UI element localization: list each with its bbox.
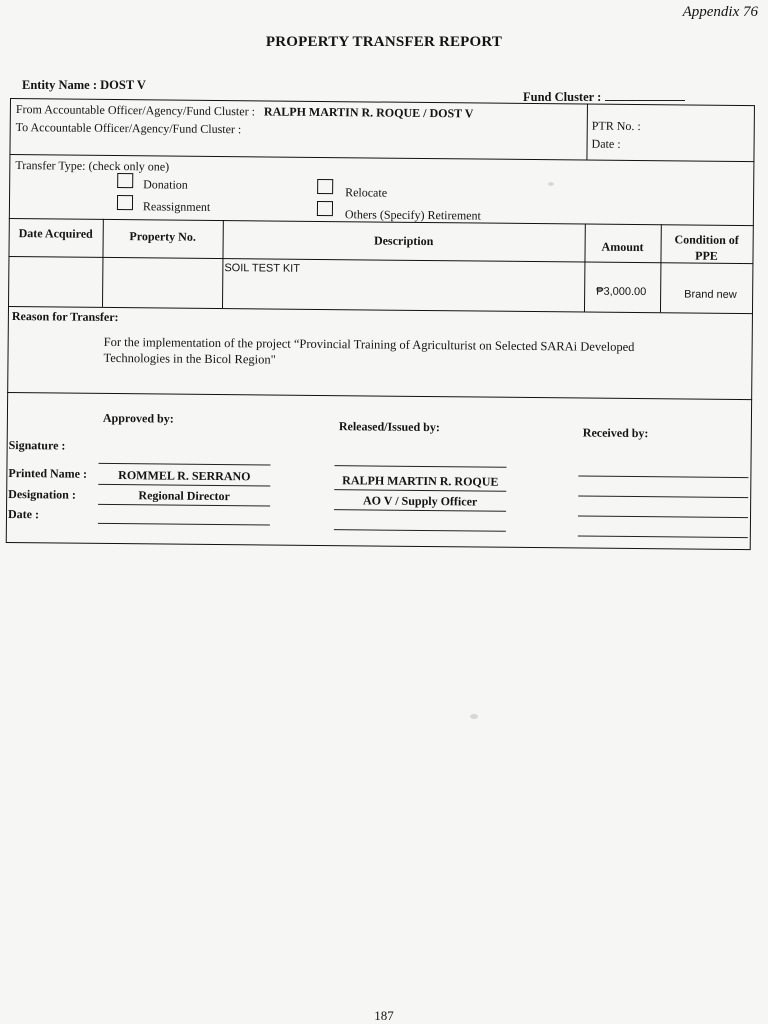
released-printed-name: RALPH MARTIN R. ROQUE (342, 473, 499, 489)
cell-description: SOIL TEST KIT (224, 262, 301, 275)
donation-label: Donation (143, 177, 188, 192)
approved-by-label: Approved by: (102, 410, 174, 426)
fund-cluster-label: Fund Cluster : (523, 90, 602, 104)
released-designation: AO V / Supply Officer (362, 493, 478, 509)
scan-speck (470, 714, 478, 719)
cell-amount: ₱3,000.00 (596, 285, 647, 299)
reassignment-checkbox[interactable] (117, 195, 133, 210)
scan-speck (548, 182, 554, 186)
to-label: To Accountable Officer/Agency/Fund Cluster : (15, 120, 242, 137)
approved-designation: Regional Director (138, 488, 230, 504)
transfer-type-label: Transfer Type: (check only one) (15, 158, 170, 174)
received-by-label: Received by: (582, 425, 649, 441)
released-by-label: Released/Issued by: (338, 419, 440, 435)
others-checkbox[interactable] (317, 201, 333, 216)
approved-printed-name: ROMMEL R. SERRANO (118, 468, 251, 484)
donation-checkbox[interactable] (117, 173, 133, 188)
ptr-form (6, 98, 756, 551)
relocate-checkbox[interactable] (317, 179, 333, 194)
relocate-label: Relocate (345, 185, 388, 200)
printed-name-label: Printed Name : (8, 466, 88, 481)
reason-label: Reason for Transfer: (11, 309, 119, 325)
fund-cluster-blank (605, 90, 685, 101)
entity-name: Entity Name : DOST V (22, 78, 146, 92)
designation-label: Designation : (8, 487, 76, 502)
page-number: 187 (374, 1008, 394, 1023)
from-label: From Accountable Officer/Agency/Fund Cluster : (15, 102, 256, 119)
page-title: PROPERTY TRANSFER REPORT (265, 34, 503, 50)
from-value: RALPH MARTIN R. ROQUE / DOST V (263, 104, 474, 121)
cell-condition: Brand new (684, 288, 737, 301)
ptr-date-label: Date : (591, 136, 621, 151)
header-date-acquired: Date Acquired (18, 226, 93, 241)
header-property-no: Property No. (129, 229, 196, 244)
reassignment-label: Reassignment (142, 199, 211, 214)
reason-text-line1: For the implementation of the project “Provincial Training of Agriculturist on Selected SARAi Developed (103, 334, 635, 355)
header-description: Description (373, 233, 434, 249)
sig-date-label: Date : (7, 507, 40, 522)
appendix-label: Appendix 76 (682, 4, 758, 20)
header-amount: Amount (601, 239, 644, 255)
header-condition: Condition of PPE (674, 232, 739, 263)
signature-label: Signature : (8, 438, 66, 453)
reason-text-line2: Technologies in the Bicol Region" (103, 350, 276, 367)
ptr-no-label: PTR No. : (591, 118, 641, 134)
others-label: Others (Specify) Retirement (344, 207, 481, 223)
